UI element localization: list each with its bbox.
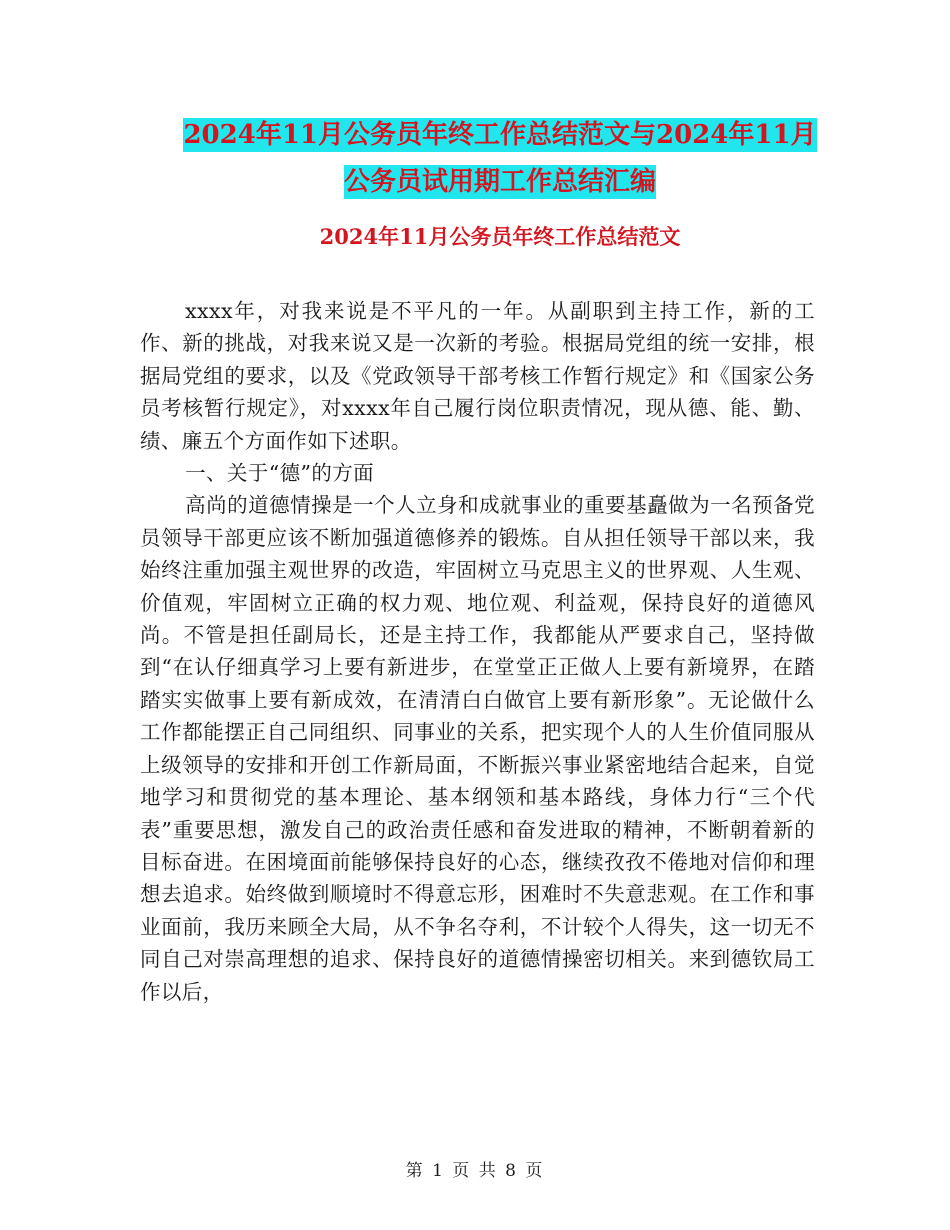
document-title (140, 112, 860, 206)
section-title: 2024年11月公务员年终工作总结范文 (319, 224, 681, 249)
body-text (140, 295, 815, 1008)
title-line-2: 公务员试用期工作总结汇编 (343, 167, 656, 197)
title-line-1: 2024年11月公务员年终工作总结范文与2024年11月 (183, 120, 817, 150)
paragraph-intro: xxxx年，对我来说是不平凡的一年。从副职到主持工作，新的工作、新的挑战，对我来说又是一次新的考验。根据局党组的统一安排，根据局党组的要求，以及《党政领导干部考核工作暂行规定》和《国家公务员考核暂行规定》，对xxxx年自己履行岗位职责情况，现从德、能、勤、绩、廉五个方面作如下述职。 (140, 299, 815, 453)
paragraph-heading-de: 一、关于“德”的方面 (185, 461, 375, 486)
paragraph-de: 高尚的道德情操是一个人立身和成就事业的重要基矗做为一名预备党员领导干部更应该不断加强道德修养的锻炼。自从担任领导干部以来，我始终注重加强主观世界的改造，牢固树立马克思主义的世界观、人生观、价值观，牢固树立正确的权力观、地位观、利益观，保持良好的道德风尚。不管是担任副局长，还是主持工作，我都能从严要求自己，坚持做到“在认仔细真学习上要有新进步，在堂堂正正做人上要有新境界，在踏踏实实做事上要有新成效，在清清白白做官上要有新形象”。无论做什么工作都能摆正自己同组织、同事业的关系，把实现个人的人生价值同服从上级领导的安排和开创工作新局面，不断振兴事业紧密地结合起来，自觉地学习和贯彻党的基本理论、基本纲领和基本路线，身体力行“三个代表”重要思想，激发自己的政治责任感和奋发进取的精神，不断朝着新的目标奋进。在困境面前能够保持良好的心态，继续孜孜不倦地对信仰和理想去追求。始终做到顺境时不得意忘形，困难时不失意悲观。在工作和事业面前，我历来顾全大局，从不争名夺利，不计较个人得失，这一切无不同自己对崇高理想的追求、保持良好的道德情操密切相关。来到德钦局工作以后， (140, 493, 815, 1004)
page-footer: 第 1 页 共 8 页 (405, 1161, 545, 1181)
